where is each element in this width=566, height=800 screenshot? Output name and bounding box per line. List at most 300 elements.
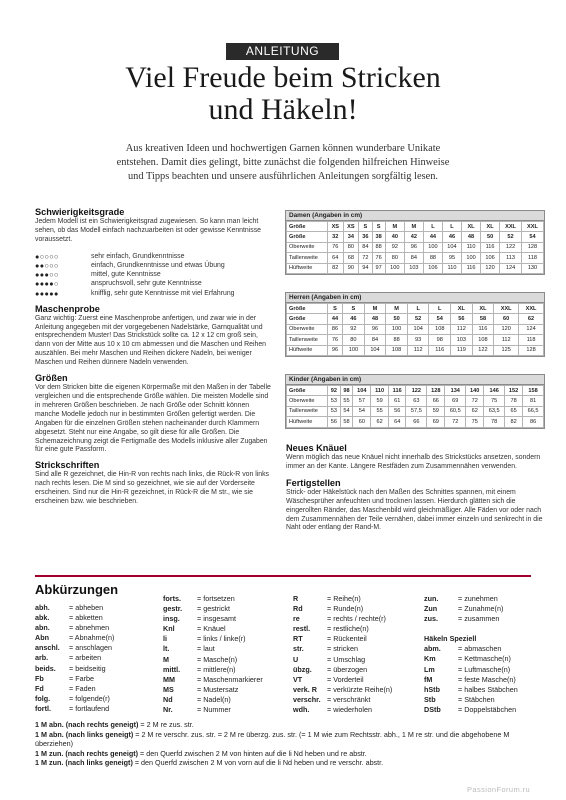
abbr-meaning: = restliche(n)	[327, 624, 369, 634]
table-cell: 63	[406, 396, 427, 406]
table-cell: 116	[388, 386, 406, 396]
table-cell: 93	[407, 335, 429, 345]
note-key: 1 M abn. (nach links geneigt)	[35, 729, 134, 739]
abbr-key: zun.	[424, 594, 439, 603]
abbr-entry	[163, 634, 263, 644]
section-divider	[35, 575, 531, 577]
abbr-entry	[163, 594, 263, 604]
note-key: 1 M zun. (nach links geneigt)	[35, 758, 133, 767]
abbr-entry	[424, 705, 518, 715]
size-table	[286, 385, 544, 428]
difficulty-label: mittel, gute Kenntnisse	[91, 271, 161, 279]
table-cell: 48	[364, 314, 386, 324]
table-cell: 140	[466, 386, 484, 396]
table-cell: 62	[519, 314, 544, 324]
difficulty-list	[35, 253, 275, 299]
table-cell: 81	[523, 396, 544, 406]
abbr-key: restl.	[293, 624, 311, 634]
table-cell: M	[364, 304, 386, 314]
table-cell: 75	[466, 417, 484, 427]
abbr-meaning: = fortlaufend	[69, 703, 110, 713]
dot-rating-icon: ●●○○○	[35, 261, 59, 271]
table-cell: 76	[372, 253, 385, 263]
table-cell: Größe	[287, 232, 328, 242]
note-text: = den Querfd zwischen 2 M von hinten auf die li Nd heben und re abstr.	[138, 748, 367, 758]
abbr-meaning: = links / linke(r)	[197, 634, 246, 644]
abbr-entry	[293, 665, 392, 675]
abbr-key: li	[163, 634, 167, 644]
abbr-entry	[163, 685, 263, 695]
abbr-entry	[424, 654, 518, 664]
knitting-charts-heading: Strickschriften	[35, 460, 100, 471]
dot-rating-icon: ●○○○○	[35, 251, 59, 261]
table-cell: 118	[519, 335, 544, 345]
abbr-entry	[163, 604, 263, 614]
abbr-entry	[35, 613, 114, 623]
table-cell: 61	[388, 396, 406, 406]
table-cell: 100	[423, 242, 442, 252]
intro-line: und Tipps beachten und unsere ausführlichen Anleitungen sorgfältig lesen.	[127, 171, 439, 182]
abbr-key: re	[293, 614, 300, 624]
table-cell: 106	[481, 253, 500, 263]
abbr-key: gestr.	[163, 604, 183, 614]
table-cell: 152	[505, 386, 523, 396]
table-cell: 50	[386, 314, 408, 324]
abbr-key: Knl	[163, 624, 175, 634]
abbr-key: folg.	[35, 693, 51, 703]
abbr-meaning: = wiederholen	[327, 705, 372, 715]
table-cell: 52	[500, 232, 522, 242]
table-cell: 72	[445, 417, 466, 427]
abbr-key: Fd	[35, 683, 44, 693]
abbr-key: beids.	[35, 663, 56, 673]
abbr-entry	[293, 695, 392, 705]
abbr-entry	[293, 604, 392, 614]
abbr-key: Lm	[424, 664, 435, 674]
gauge-text: Ganz wichtig: Zuerst eine Maschenprobe anfertigen, und zwar wie in der Anleitung angegeben mit der vorgegebenen Nadelstärke, Garnqualität und entsprechendem Muster! Das Strickstück sollte ca. 12 x 12 cm groß sein, dann von der Mitte aus 10 x 10 cm abmessen und die Maschen und Reihen auszählen. Bei mehr Maschen und Reihen dickere Nadeln, bei weniger Maschen und Reihen dünnere Nadeln verwenden.	[35, 314, 266, 367]
intro-text	[70, 142, 496, 184]
table-cell: 122	[500, 242, 522, 252]
table-cell: 116	[462, 263, 481, 273]
table-cell: Größe	[287, 222, 328, 232]
table-cell: 112	[407, 345, 429, 355]
abbr-meaning: = Maschenmarkierer	[197, 674, 263, 684]
table-cell: XL	[472, 304, 494, 314]
left-column	[35, 207, 275, 507]
table-cell: 50	[481, 232, 500, 242]
abbr-meaning: = verkürzte Reihe(n)	[327, 684, 393, 694]
abbr-entry	[293, 624, 392, 634]
table-cell: 80	[343, 335, 365, 345]
abbr-meaning: = zusammen	[458, 614, 500, 624]
abbr-entry	[293, 685, 392, 695]
table-cell: 86	[523, 417, 544, 427]
note-text: = den Querfd zwischen 2 M von vorn auf die li Nd heben und re verschr. abstr.	[132, 758, 384, 767]
table-caption: Damen (Angaben in cm)	[286, 211, 544, 221]
abbr-key: abh.	[35, 603, 50, 612]
abbr-meaning: = Farbe	[69, 673, 94, 683]
table-cell: XXL	[500, 222, 522, 232]
table-row	[287, 396, 544, 406]
table-cell: Taillenweite	[287, 253, 328, 263]
abbr-meaning: = abnehmen	[69, 623, 110, 633]
abbr-meaning: = insgesamt	[197, 614, 236, 624]
intro-line: entstehen. Damit dies gelingt, bitte zunächst die folgenden hilfreichen Hinweise	[116, 157, 450, 168]
abbr-entry	[163, 655, 263, 665]
table-cell: 104	[442, 242, 461, 252]
abbr-meaning: = Umschlag	[327, 654, 366, 664]
abbr-entry	[163, 614, 263, 624]
table-cell: 76	[328, 335, 343, 345]
table-row	[287, 335, 544, 345]
table-cell: 116	[429, 345, 451, 355]
table-cell: 58	[340, 417, 353, 427]
table-cell: 98	[340, 386, 353, 396]
table-cell: 128	[521, 242, 543, 252]
table-cell: 57	[353, 396, 371, 406]
table-cell: 104	[407, 324, 429, 334]
table-cell: 88	[372, 242, 385, 252]
table-cell: 86	[328, 324, 343, 334]
abbr-meaning: = Abnahme(n)	[69, 633, 115, 643]
right-column	[286, 443, 543, 533]
note-line	[35, 749, 535, 759]
abbr-key: Nr.	[163, 705, 173, 715]
abbr-list-general	[424, 594, 518, 624]
table-cell: 120	[494, 324, 519, 334]
note-text: = 2 M re zus. str.	[138, 720, 194, 729]
table-cell: 124	[519, 324, 544, 334]
table-cell: 95	[442, 253, 461, 263]
table-cell: 100	[386, 324, 408, 334]
abbr-meaning: = Nummer	[197, 705, 231, 715]
abbr-meaning: = Kettmasche(n)	[458, 654, 511, 664]
table-cell: 110	[462, 242, 481, 252]
sizes-heading: Größen	[35, 373, 68, 384]
abbr-meaning: = abmaschen	[458, 644, 502, 654]
abbr-meaning: = rechts / rechte(r)	[327, 614, 386, 624]
abbr-meaning: = abheben	[69, 603, 104, 612]
table-cell: Größe	[287, 386, 328, 396]
abbr-entry	[424, 685, 518, 695]
abbr-key: Zun	[424, 604, 438, 614]
title-line-2: und Häkeln!	[208, 93, 358, 126]
table-row	[287, 222, 544, 232]
table-cell: 69	[427, 417, 445, 427]
dot-rating-icon: ●●●●●	[35, 288, 59, 298]
table-cell: 52	[407, 314, 429, 324]
table-cell: 62	[466, 406, 484, 416]
table-cell: 46	[442, 232, 461, 242]
table-cell: 56	[388, 406, 406, 416]
table-cell: Taillenweite	[287, 406, 328, 416]
size-table-women	[285, 210, 545, 275]
table-cell: 120	[481, 263, 500, 273]
abbr-key: MM	[163, 674, 175, 684]
table-cell: 82	[328, 263, 344, 273]
abbr-entry	[293, 634, 392, 644]
table-cell: 96	[328, 345, 343, 355]
abbr-entry	[163, 644, 263, 654]
abbr-meaning: = Luftmasche(n)	[458, 664, 511, 674]
abbr-key: hStb	[424, 684, 440, 694]
table-cell: 80	[343, 242, 359, 252]
abbr-key: anschl.	[35, 643, 60, 653]
table-cell: 108	[472, 335, 494, 345]
abbr-key: U	[293, 654, 299, 664]
abbr-meaning: = zunehmen	[458, 594, 498, 603]
table-cell: 128	[519, 345, 544, 355]
table-cell: L	[429, 304, 451, 314]
abbr-meaning: = halbes Stäbchen	[458, 684, 518, 694]
table-cell: 84	[359, 242, 372, 252]
table-cell: 100	[343, 345, 365, 355]
table-cell: 42	[404, 232, 423, 242]
abbr-key: Fb	[35, 673, 44, 683]
table-cell: 128	[427, 386, 445, 396]
abbr-entry	[293, 675, 392, 685]
table-cell: 36	[359, 232, 372, 242]
abbr-key: insg.	[163, 614, 180, 624]
abbr-meaning: = Masche(n)	[197, 654, 238, 664]
table-cell: 100	[462, 253, 481, 263]
new-yarn-heading: Neues Knäuel	[286, 443, 347, 453]
table-cell: 92	[343, 324, 365, 334]
abbr-entry	[163, 675, 263, 685]
abbr-meaning: = Stäbchen	[458, 694, 495, 704]
table-cell: 60	[353, 417, 371, 427]
table-cell: 112	[494, 335, 519, 345]
abbr-entry	[424, 695, 518, 705]
abbr-entry	[424, 665, 518, 675]
table-cell: 72	[466, 396, 484, 406]
abbr-meaning: = anschlagen	[69, 643, 112, 653]
table-cell: M	[385, 222, 404, 232]
table-cell: 100	[385, 263, 404, 273]
table-cell: 116	[472, 324, 494, 334]
table-cell: 75	[484, 396, 505, 406]
abbr-key: Rd	[293, 604, 303, 614]
table-cell: 38	[372, 232, 385, 242]
table-cell: 64	[328, 253, 344, 263]
abbr-column-4	[424, 594, 518, 715]
title-line-1: Viel Freude beim Stricken	[125, 61, 441, 94]
difficulty-level	[35, 271, 275, 280]
table-cell: 76	[328, 242, 344, 252]
table-cell: 106	[423, 263, 442, 273]
abbr-key: fortl.	[35, 703, 51, 713]
abbr-meaning: = laut	[197, 644, 215, 654]
table-cell: 46	[343, 314, 365, 324]
table-cell: Oberweite	[287, 396, 328, 406]
abbr-entry	[293, 614, 392, 624]
abbr-key: wdh.	[293, 705, 310, 715]
table-row	[287, 417, 544, 427]
abbr-meaning: = Nadel(n)	[197, 694, 231, 704]
knitting-charts-text: Sind alle R gezeichnet, die Hin-R von rechts nach links, die Rück-R von links nach rechts lesen. Die M sind so gezeichnet, wie sie auf der Vorderseite erscheinen. Sind nur die Hin-R gezeichnet, in Rück-R die M str., wie sie erscheinen bzw. wie beschrieben.	[35, 471, 270, 506]
intro-line: Aus kreativen Ideen und hochwertigen Garnen können wunderbare Unikate	[125, 143, 441, 154]
difficulty-level	[35, 253, 275, 262]
table-cell: 82	[505, 417, 523, 427]
abbr-meaning: = Mustersatz	[197, 684, 239, 694]
table-cell: 64	[388, 417, 406, 427]
size-table-children	[285, 374, 545, 429]
abbr-entry	[424, 644, 518, 654]
table-cell: 55	[340, 396, 353, 406]
table-row	[287, 314, 544, 324]
table-cell: 88	[423, 253, 442, 263]
table-cell: 56	[328, 417, 341, 427]
watermark: PassionForum.ru	[467, 785, 531, 794]
table-cell: 118	[521, 253, 543, 263]
table-cell: M	[386, 304, 408, 314]
abbr-key: Km	[424, 654, 436, 664]
table-cell: 130	[521, 263, 543, 273]
table-cell: 112	[451, 324, 473, 334]
table-cell: 158	[523, 386, 544, 396]
abbr-entry	[35, 684, 114, 694]
abbr-entry	[424, 614, 518, 624]
note-line	[35, 720, 535, 730]
difficulty-level	[35, 262, 275, 271]
table-cell: S	[328, 304, 343, 314]
table-cell: Größe	[287, 304, 328, 314]
note-key: 1 M abn. (nach rechts geneigt)	[35, 720, 139, 729]
difficulty-heading: Schwierigkeitsgrade	[35, 207, 125, 217]
abbr-meaning: = fortsetzen	[197, 594, 235, 603]
table-cell: XXL	[494, 304, 519, 314]
table-row	[287, 406, 544, 416]
abbr-meaning: = Doppelstäbchen	[458, 704, 517, 714]
abbr-key: abm.	[424, 644, 441, 654]
table-cell: 84	[364, 335, 386, 345]
abbr-meaning: = Runde(n)	[327, 604, 364, 614]
note-line	[35, 758, 535, 768]
abbr-entry	[35, 674, 114, 684]
abbr-meaning: = folgende(r)	[69, 693, 110, 703]
table-cell: 104	[353, 386, 371, 396]
table-cell: 57,5	[406, 406, 427, 416]
table-cell: 59	[427, 406, 445, 416]
table-row	[287, 232, 544, 242]
abbr-entry	[293, 594, 392, 604]
table-cell: 40	[385, 232, 404, 242]
difficulty-label: einfach, Grundkenntnisse und etwas Übung	[91, 262, 225, 270]
abbr-key: R	[293, 594, 299, 603]
abbr-key: DStb	[424, 704, 441, 714]
table-cell: 90	[343, 263, 359, 273]
abbr-key: arb.	[35, 653, 49, 663]
table-cell: 62	[371, 417, 389, 427]
abbr-meaning: = überzogen	[327, 664, 368, 674]
abbr-key: RT	[293, 634, 303, 644]
table-cell: 113	[500, 253, 522, 263]
table-cell: 96	[404, 242, 423, 252]
abbreviations-heading: Abkürzungen	[35, 582, 119, 597]
table-cell: XL	[481, 222, 500, 232]
table-cell: 48	[462, 232, 481, 242]
table-caption: Herren (Angaben in cm)	[286, 293, 544, 303]
difficulty-text: Jedem Modell ist ein Schwierigkeitsgrad zugewiesen. So kann man leicht sehen, ob das Modell einfach nachzuarbeiten ist oder gewisse Kenntnisse voraussetzt.	[35, 218, 262, 243]
table-cell: Hüftweite	[287, 345, 328, 355]
abbr-key: fM	[424, 674, 433, 684]
abbr-key: abk.	[35, 613, 50, 623]
abbr-key: forts.	[163, 594, 181, 603]
abbr-entry	[163, 695, 263, 705]
finishing-heading: Fertigstellen	[286, 477, 341, 488]
table-cell: 146	[484, 386, 505, 396]
table-cell: 55	[371, 406, 389, 416]
table-cell: 124	[500, 263, 522, 273]
abbr-meaning: = arbeiten	[69, 653, 102, 663]
abbr-key: lt.	[163, 644, 170, 654]
difficulty-level	[35, 289, 275, 298]
table-cell: 53	[328, 396, 341, 406]
abbr-meaning: = Reihe(n)	[327, 594, 361, 603]
table-cell: 60,5	[445, 406, 466, 416]
abbr-column-2	[163, 594, 263, 715]
table-caption: Kinder (Angaben in cm)	[286, 375, 544, 385]
abbr-entry	[35, 653, 114, 663]
abbr-entry	[293, 705, 392, 715]
table-cell: XL	[451, 304, 473, 314]
table-row	[287, 253, 544, 263]
abbr-meaning: = Rückenteil	[327, 634, 367, 644]
size-table	[286, 303, 544, 356]
table-cell: Oberweite	[287, 242, 328, 252]
table-cell: 72	[359, 253, 372, 263]
abbr-meaning: = Zunahme(n)	[458, 604, 504, 614]
table-cell: 125	[494, 345, 519, 355]
table-cell: Hüftweite	[287, 263, 328, 273]
table-cell: 88	[386, 335, 408, 345]
abbr-entry	[293, 655, 392, 665]
table-cell: 92	[328, 386, 341, 396]
table-cell: Hüftweite	[287, 417, 328, 427]
dot-rating-icon: ●●●●○	[35, 279, 59, 289]
table-cell: 108	[386, 345, 408, 355]
abbr-meaning: = gestrickt	[197, 604, 230, 614]
table-cell: S	[372, 222, 385, 232]
table-cell: 108	[429, 324, 451, 334]
table-cell: 134	[445, 386, 466, 396]
table-cell: Taillenweite	[287, 335, 328, 345]
abbr-column-1	[35, 603, 114, 714]
table-cell: 104	[364, 345, 386, 355]
table-cell: S	[359, 222, 372, 232]
table-cell: XS	[343, 222, 359, 232]
abbr-key: mittl.	[163, 664, 181, 674]
table-cell: 78	[505, 396, 523, 406]
table-cell: 59	[371, 396, 389, 406]
gauge-heading: Maschenprobe	[35, 303, 100, 314]
section-banner: ANLEITUNG	[226, 43, 339, 60]
table-cell: XXL	[519, 304, 544, 314]
abbr-entry	[35, 603, 114, 613]
abbr-column-3	[293, 594, 392, 715]
table-cell: 65	[505, 406, 523, 416]
abbr-key: str.	[293, 644, 304, 654]
table-cell: 69	[445, 396, 466, 406]
table-cell: XS	[328, 222, 344, 232]
table-cell: S	[343, 304, 365, 314]
difficulty-label: knifflig, sehr gute Kenntnisse mit viel Erfahrung	[91, 289, 235, 297]
sizes-text: Vor dem Stricken bitte die eigenen Körpermaße mit den Maßen in der Tabelle vergleichen und die entsprechende Größe wählen. Die meisten Modelle sind in mehreren Größen beschrieben. Je nach Größe oder Schnitt können manche Modelle jedoch nur in bestimmten Größen gefertigt werden. Die Angaben für die einzelnen Größen stehen nacheinander durch Klammern abgesetzt. Steht nur eine Angabe, so gilt diese für alle Größen. Die Schemazeichnung zeigt die Fertigmaße des Modells inklusive aller Zugaben für eine gute Passform.	[35, 384, 271, 454]
new-yarn-text: Wenn möglich das neue Knäuel nicht innerhalb des Strickstücks ansetzen, sondern immer an der Kante. Längere Restfäden zum Zusammennähen verwenden.	[286, 454, 541, 470]
crochet-heading: Häkeln Speziell	[424, 634, 477, 644]
table-cell: 63,5	[484, 406, 505, 416]
table-cell: 96	[364, 324, 386, 334]
